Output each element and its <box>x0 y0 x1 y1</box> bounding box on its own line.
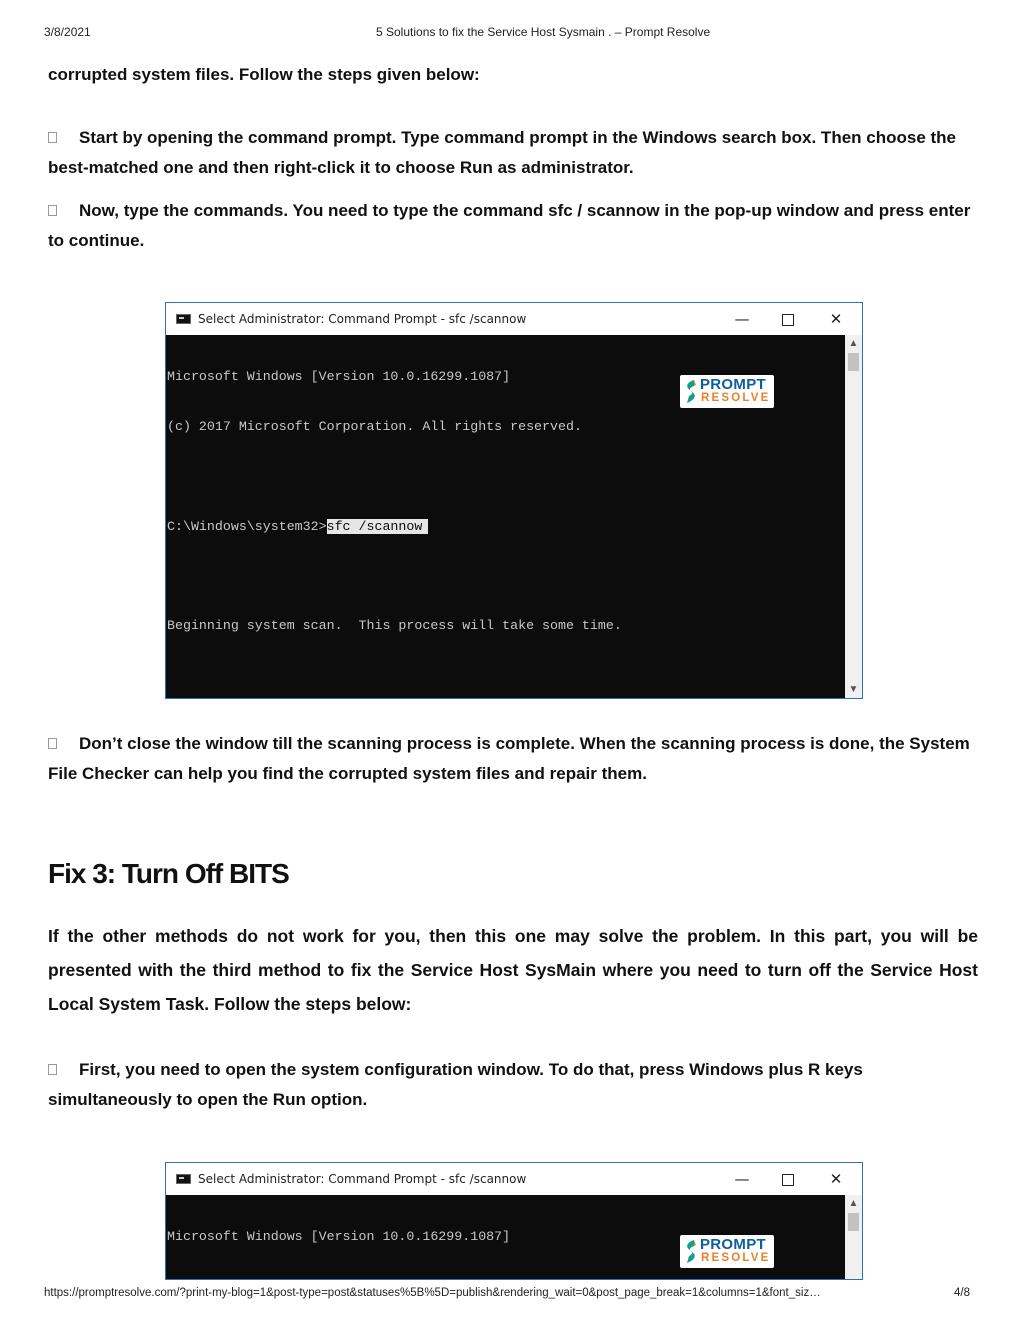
list-item-text: Don’t close the window till the scanning process is complete. When the scanning process is done, the System File Checker can help you find the corrupted system files and repair them. <box>48 734 970 783</box>
console-line: (c) 2017 Microsoft Corporation. All rights reserved. <box>167 418 582 434</box>
maximize-icon <box>768 307 808 331</box>
close-icon: ✕ <box>829 310 843 328</box>
scroll-thumb <box>848 1213 859 1231</box>
window-title: Select Administrator: Command Prompt - sfc /scannow <box>198 1172 527 1186</box>
list-item <box>48 729 978 789</box>
list-item-text: Start by opening the command prompt. Type command prompt in the Windows search box. Then choose the best-matched one and then right-click it to choose Run as administrator. <box>48 128 957 177</box>
section-heading: Fix 3: Turn Off BITS <box>48 858 289 889</box>
console-line: Microsoft Windows [Version 10.0.16299.1087] <box>167 369 511 385</box>
bullet-icon <box>48 132 57 143</box>
console-scrollbar <box>845 335 862 698</box>
console-line <box>167 1279 845 1280</box>
scroll-down-icon: ▼ <box>848 684 859 695</box>
logo-word-prompt: PROMPT <box>700 1236 766 1253</box>
print-page-title: 5 Solutions to fix the Service Host Sysmain . – Prompt Resolve <box>376 25 711 39</box>
print-url: https://promptresolve.com/?print-my-blog=1&post-type=post&statuses%5B%5D=publish&rendering_wait=0&post_page_break=1&columns=1&font_siz… <box>44 1287 821 1299</box>
cmd-screenshot <box>165 1162 863 1280</box>
console-line: Microsoft Windows [Version 10.0.16299.1087] <box>167 1229 511 1245</box>
minimize-icon: — <box>734 1170 750 1188</box>
scroll-up-icon: ▲ <box>848 338 859 349</box>
console-prompt: C:\Windows\system32> <box>167 518 327 534</box>
console-prompt-line <box>167 519 845 536</box>
scroll-up-icon: ▲ <box>848 1198 859 1209</box>
list-item <box>48 123 978 183</box>
list-item-text: Now, type the commands. You need to type the command sfc / scannow in the pop-up window and press enter to continue. <box>48 201 971 250</box>
bullet-icon <box>48 738 57 749</box>
logo-mark-icon <box>684 1239 698 1264</box>
minimize-icon: — <box>734 310 750 328</box>
prompt-resolve-logo <box>680 375 774 408</box>
console-line: Beginning system scan. This process will take some time. <box>167 618 622 634</box>
list-item <box>48 196 978 256</box>
scroll-thumb <box>848 353 859 371</box>
maximize-icon <box>768 1167 808 1191</box>
console-command: sfc /scannow <box>327 519 429 534</box>
list-item <box>48 1055 978 1115</box>
logo-mark-icon <box>684 379 698 404</box>
window-title: Select Administrator: Command Prompt - sfc /scannow <box>198 312 527 326</box>
logo-word-prompt: PROMPT <box>700 376 766 393</box>
page-number: 4/8 <box>954 1287 970 1299</box>
logo-word-resolve: RESOLVE <box>701 1252 771 1264</box>
window-titlebar <box>166 303 862 335</box>
logo-word-resolve: RESOLVE <box>701 392 771 404</box>
bullet-icon <box>48 1064 57 1075</box>
close-icon: ✕ <box>829 1170 843 1188</box>
list-item-text: First, you need to open the system configuration window. To do that, press Windows plus R keys simultaneously to open the Run option. <box>48 1060 863 1109</box>
console-scrollbar <box>845 1195 862 1279</box>
prompt-resolve-logo <box>680 1235 774 1268</box>
cmd-app-icon <box>176 1174 191 1184</box>
section-paragraph: If the other methods do not work for you, then this one may solve the problem. In this part, you will be presented with the third method to fix the Service Host SysMain where you need to turn off the Service Host Local System Task. Follow the steps below: <box>48 926 978 1014</box>
bullet-icon <box>48 205 57 216</box>
intro-text: corrupted system files. Follow the steps given below: <box>48 65 480 84</box>
cmd-app-icon <box>176 314 191 324</box>
cmd-screenshot <box>165 302 863 699</box>
window-titlebar <box>166 1163 862 1195</box>
print-date: 3/8/2021 <box>44 25 91 39</box>
